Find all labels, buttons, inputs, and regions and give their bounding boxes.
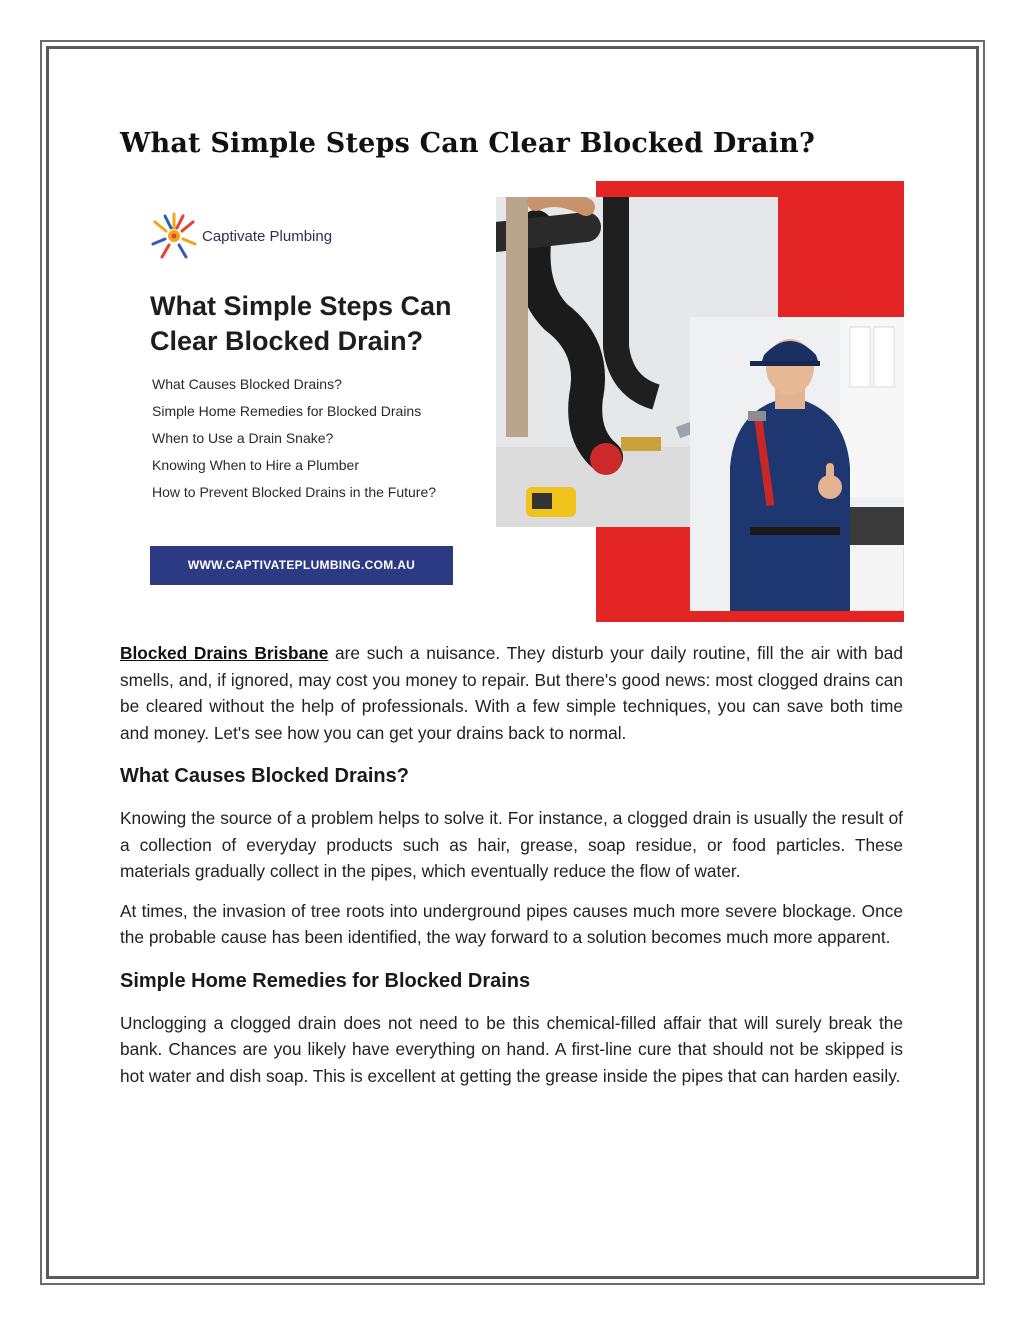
intro-paragraph <box>120 640 903 746</box>
blocked-drains-brisbane-link[interactable]: Blocked Drains Brisbane <box>120 643 329 663</box>
toc-item: Simple Home Remedies for Blocked Drains <box>152 403 422 419</box>
toc-item: Knowing When to Hire a Plumber <box>152 457 359 473</box>
toc-item: When to Use a Drain Snake? <box>152 430 334 446</box>
remedies-paragraph-1: Unclogging a clogged drain does not need to be this chemical-filled affair that will surely break the bank. Chances are you likely have everything on hand. A first-line cure that should not be skipped is hot water and dish soap. This is excellent at getting the grease inside the pipes that can harden easily. <box>120 1012 903 1086</box>
brand-logo <box>150 210 360 266</box>
hero-heading-line2: Clear Blocked Drain? <box>150 326 424 356</box>
causes-paragraph-1: Knowing the source of a problem helps to solve it. For instance, a clogged drain is usually the result of a collection of everyday products such as hair, grease, soap residue, or food particles. These materials gradually collect in the pipes, which eventually reduce the flow of water. <box>120 808 903 881</box>
intro-text: are such a nuisance. They disturb your daily routine, fill the air with bad smells, and, if ignored, may cost you money to repair. But there's good news: most clogged drains can be cleared without the help of professionals. With a few simple techniques, you can save both time and money. Let's see how you can get your drains back to normal. <box>120 643 903 743</box>
sunburst-logo-icon <box>150 210 198 262</box>
causes-paragraph-2: At times, the invasion of tree roots into underground pipes causes much more severe blockage. Once the probable cause has been identified, the way forward to a solution becomes much more apparent. <box>120 900 903 947</box>
hero-toc-list <box>152 374 436 509</box>
section-heading-remedies: Simple Home Remedies for Blocked Drains <box>120 969 531 992</box>
hero-heading-line1: What Simple Steps Can <box>150 291 452 321</box>
page-title: What Simple Steps Can Clear Blocked Drain? <box>120 128 815 159</box>
hero-heading <box>150 289 490 359</box>
toc-item: How to Prevent Blocked Drains in the Future? <box>152 484 437 500</box>
brand-name: Captivate Plumbing <box>202 228 333 245</box>
plumber-photo <box>690 317 904 611</box>
section-heading-causes: What Causes Blocked Drains? <box>120 765 409 787</box>
toc-item: What Causes Blocked Drains? <box>152 376 342 392</box>
website-url-bar: WWW.CAPTIVATEPLUMBING.COM.AU <box>150 546 453 585</box>
hero-banner <box>120 181 904 622</box>
article-body <box>120 640 903 1089</box>
